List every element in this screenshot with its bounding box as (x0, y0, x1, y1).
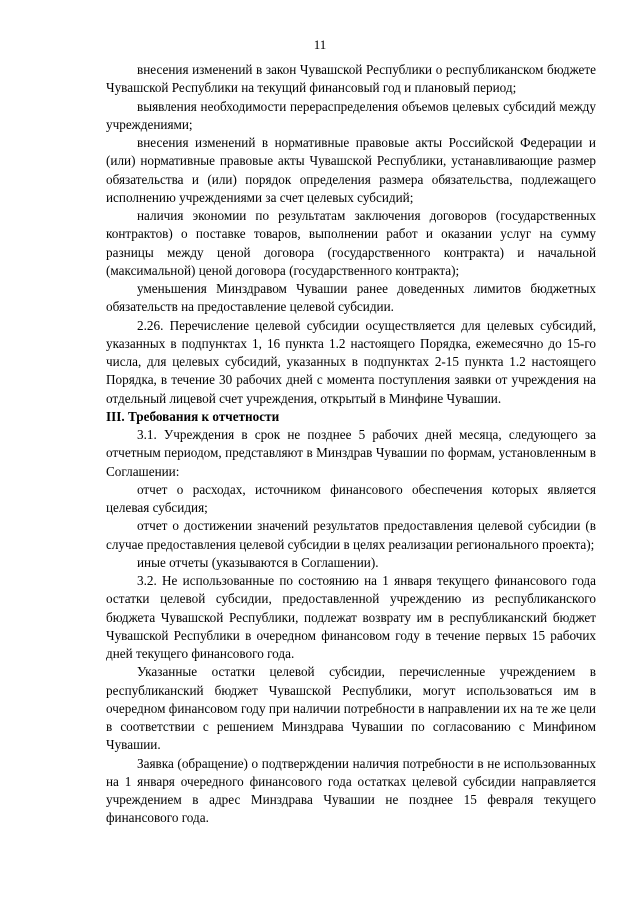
paragraph: Указанные остатки целевой субсидии, перечисленные учреждением в республиканский бюджет Чувашской Республики, могут использоваться им в очередном финансовом году при наличии потребности в направлении их на те же цели в соответствии с решением Минздрава Чувашии по согласованию с Минфином Чувашии. (106, 664, 596, 753)
paragraph: 3.1. Учреждения в срок не позднее 5 рабочих дней месяца, следующего за отчетным периодом, представляют в Минздрав Чувашии по формам, установленным в Соглашении: (106, 427, 596, 479)
page-number: 11 (313, 37, 327, 52)
paragraph: 2.26. Перечисление целевой субсидии осуществляется для целевых субсидий, указанных в подпунктах 1, 16 пункта 1.2 настоящего Порядка, ежемесячно до 15-го числа, для целевых субсидий, указанных в подпунктах 2-15 пункта 1.2 настоящего Порядка, в течение 30 рабочих дней с момента поступления заявки от учреждения на отдельный лицевой счет учреждения, открытый в Минфине Чувашии. (106, 317, 596, 406)
paragraph: выявления необходимости перераспределения объемов целевых субсидий между учреждениями; (106, 98, 596, 132)
paragraph: отчет о расходах, источником финансового обеспечения которых является целевая субсидия; (106, 481, 596, 515)
paragraph: внесения изменений в нормативные правовые акты Российской Федерации и (или) нормативные правовые акты Чувашской Республики, устанавливающие размер обязательства и (или) порядок определения размера обязательства, подлежащего исполнению учреждениями за счет целевых субсидий; (106, 135, 596, 205)
section-heading: III. Требования к отчетности (106, 408, 280, 424)
paragraph: внесения изменений в закон Чувашской Республики о республиканском бюджете Чувашской Республики на текущий финансовый год и плановый период; (106, 62, 596, 96)
paragraph: уменьшения Минздравом Чувашии ранее доведенных лимитов бюджетных обязательств на предоставление целевой субсидии. (106, 281, 596, 315)
document-body (106, 61, 596, 828)
paragraph: 3.2. Не использованные по состоянию на 1 января текущего финансового года остатки целевой субсидии, предоставленной учреждению из республиканского бюджета Чувашской Республики, подлежат возврату им в республиканский бюджет Чувашской Республики в очередном финансовом году в течение первых 15 рабочих дней текущего финансового года. (106, 573, 596, 661)
paragraph: Заявка (обращение) о подтверждении наличия потребности в не использованных на 1 января очередного финансового года остатках целевой субсидии направляется учреждением в адрес Минздрава Чувашии не позднее 15 февраля текущего финансового года. (106, 755, 596, 826)
paragraph: иные отчеты (указываются в Соглашении). (137, 554, 379, 570)
paragraph: отчет о достижении значений результатов предоставления целевой субсидии (в случае предоставления целевой субсидии в целях реализации регионального проекта); (106, 518, 596, 552)
paragraph: наличия экономии по результатам заключения договоров (государственных контрактов) о поставке товаров, выполнении работ и оказании услуг на сумму разницы между ценой договора (государственного контракта) и начальной (максимальной) ценой договора (государственного контракта); (106, 208, 596, 278)
